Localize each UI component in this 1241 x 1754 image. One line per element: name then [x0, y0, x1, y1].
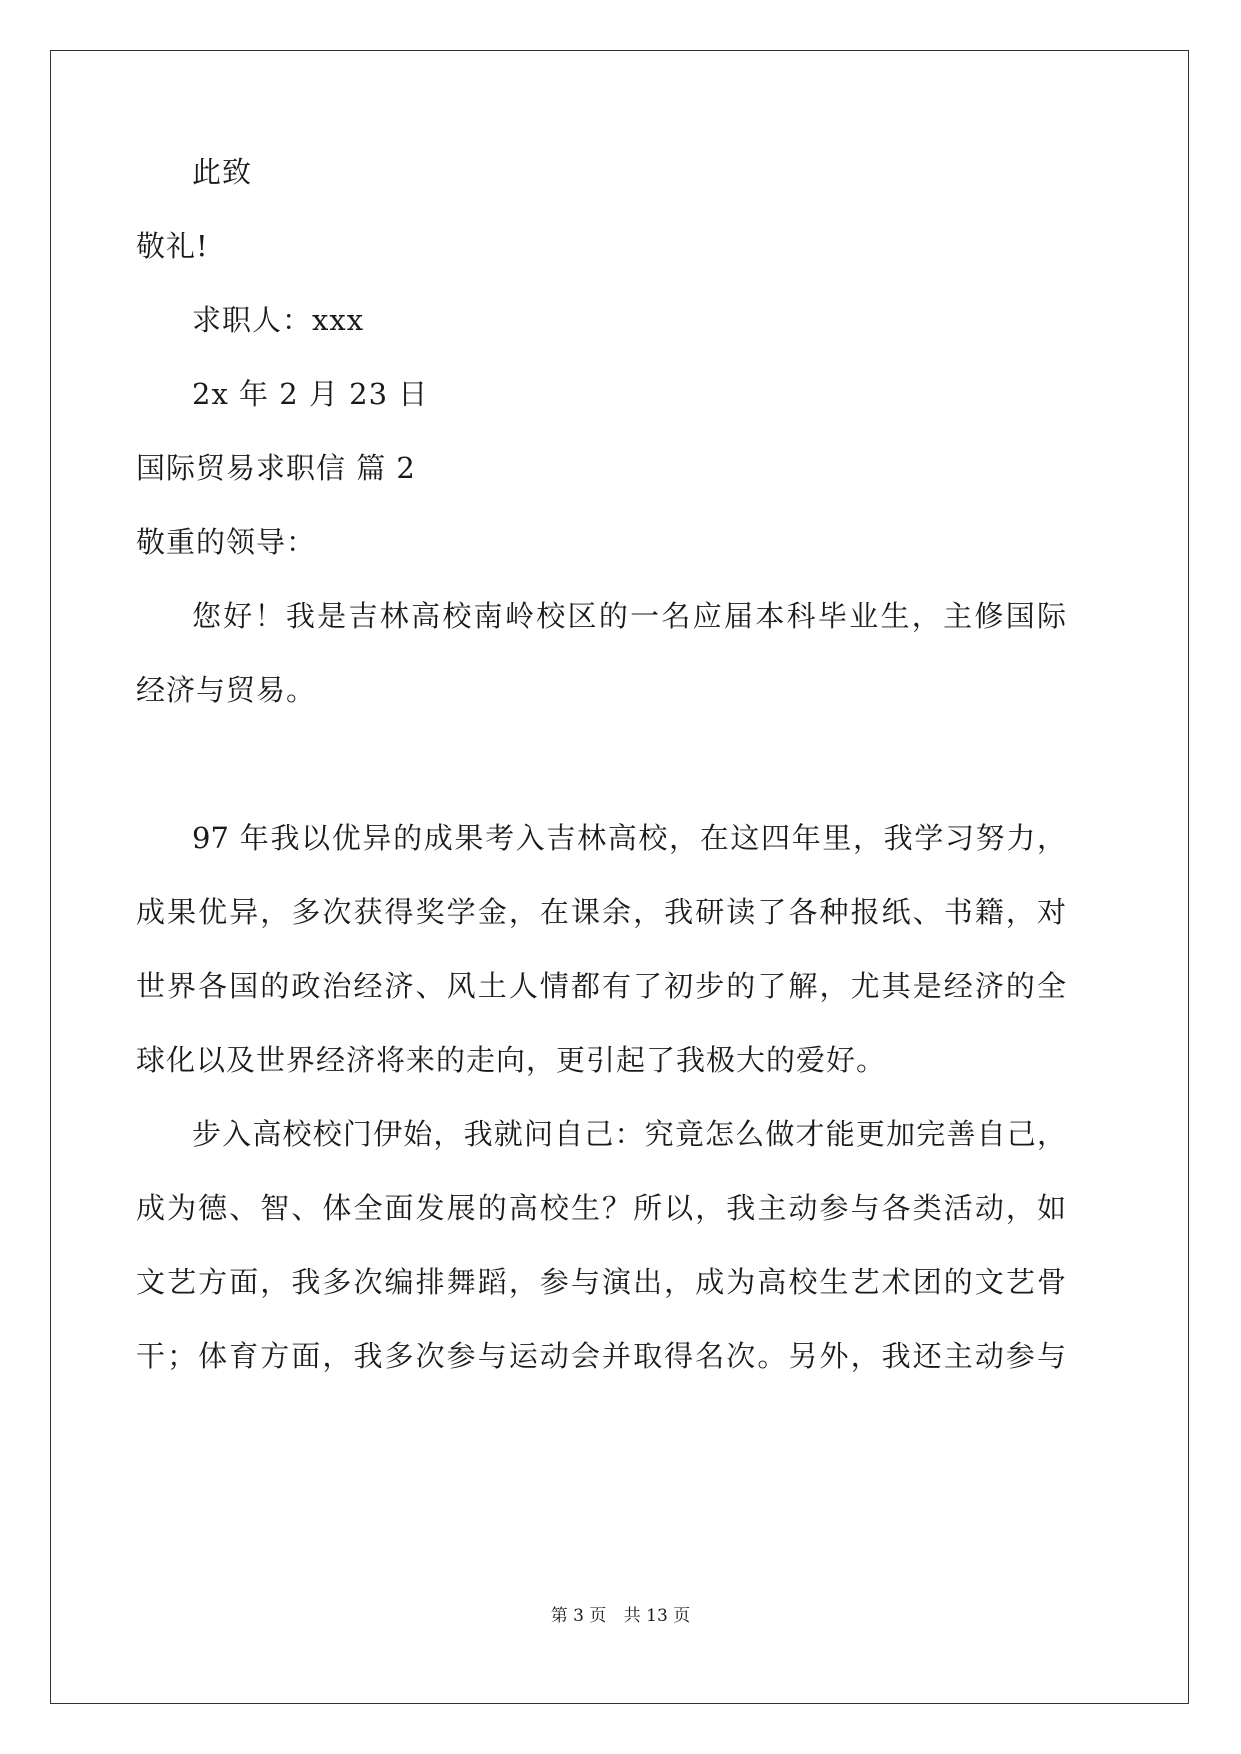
paragraph-line: 经济与贸易。 [136, 673, 317, 707]
paragraph-line: 球化以及世界经济将来的走向，更引起了我极大的爱好。 [136, 1043, 887, 1077]
paragraph-line: 成果优异，多次获得奖学金，在课余，我研读了各种报纸、书籍，对 [136, 895, 1066, 929]
paragraph-line: 干；体育方面，我多次参与运动会并取得名次。另外，我还主动参与 [136, 1339, 1066, 1373]
page-border [50, 50, 1189, 1704]
page-footer [0, 1604, 1241, 1628]
paragraph-line: 您好！我是吉林高校南岭校区的一名应届本科毕业生，主修国际 [192, 599, 1066, 633]
greeting: 敬重的领导： [136, 525, 317, 559]
paragraph-line: 97 年我以优异的成果考入吉林高校，在这四年里，我学习努力， [192, 821, 1066, 855]
closing-regards: 敬礼! [136, 229, 209, 263]
paragraph-line: 成为德、智、体全面发展的高校生？所以，我主动参与各类活动，如 [136, 1191, 1066, 1225]
paragraph-line: 文艺方面，我多次编排舞蹈，参与演出，成为高校生艺术团的文艺骨 [136, 1265, 1066, 1299]
letter-date: 2x 年 2 月 23 日 [192, 377, 429, 411]
section-title: 国际贸易求职信 篇 2 [136, 451, 416, 485]
page-number: 第 3 页 [550, 1606, 607, 1626]
paragraph-line: 世界各国的政治经济、风土人情都有了初步的了解，尤其是经济的全 [136, 969, 1066, 1003]
paragraph-line: 步入高校校门伊始，我就问自己：究竟怎么做才能更加完善自己， [192, 1117, 1066, 1151]
signature: 求职人：xxx [192, 303, 365, 337]
closing-salutation: 此致 [192, 155, 253, 189]
page-total: 共 13 页 [623, 1606, 691, 1626]
